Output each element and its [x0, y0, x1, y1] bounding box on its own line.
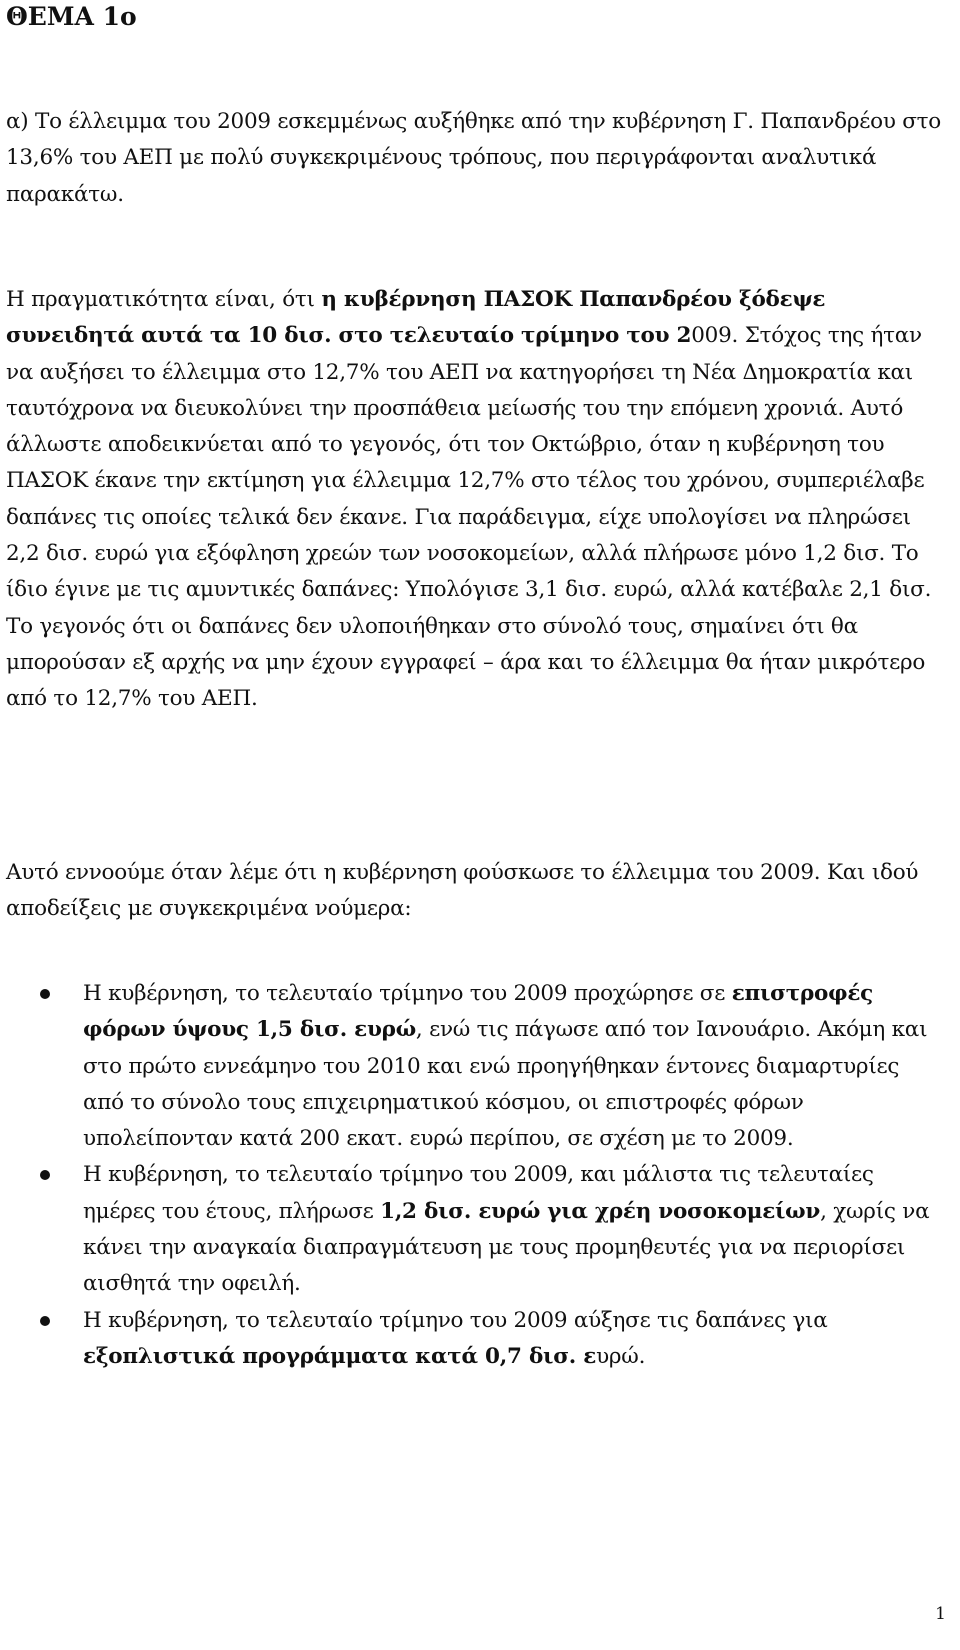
- list-item-text: Η κυβέρνηση, το τελευταίο τρίμηνο του 2009 αύξησε τις δαπάνες για: [83, 1307, 828, 1333]
- paragraph-bold-text: η κυβέρνηση ΠΑΣΟΚ Παπανδρέου ξόδεψε συνειδητά αυτά τα 10 δισ. στο τελευταίο τρίμηνο του 2: [6, 287, 826, 349]
- list-item-bold-text: επιστροφές φόρων ύψους 1,5 δισ. ευρώ: [83, 981, 873, 1043]
- paragraph-reality: [6, 282, 946, 718]
- page-number: 1: [935, 1604, 946, 1624]
- paragraph-intro: α) Το έλλειμμα του 2009 εσκεμμένως αυξήθηκε από την κυβέρνηση Γ. Παπανδρέου στο 13,6% του ΑΕΠ με πολύ συγκεκριμένους τρόπους, που περιγράφονται αναλυτικά παρακάτω.: [6, 109, 941, 207]
- list-item: [0, 976, 945, 1157]
- list-item-text: Η κυβέρνηση, το τελευταίο τρίμηνο του 2009 προχώρησε σε: [83, 981, 732, 1006]
- paragraph-text: Η πραγματικότητα είναι, ότι: [6, 287, 322, 312]
- bullet-icon: [40, 1316, 50, 1326]
- list-item: [0, 1157, 945, 1302]
- list-item-text: , ενώ τις πάγωσε από τον Ιανουάριο. Ακόμη και στο πρώτο εννεάμηνο του 2010 και ενώ προηγήθηκαν έντονες διαμαρτυρίες από το σύνολο τους επιχειρηματικού κόσμου, οι επιστροφές φόρων υπολείπονταν κατά 200 εκατ. ευρώ περίπου, σε σχέση με το 2009.: [83, 1017, 928, 1152]
- list-item-text: , χωρίς να κάνει την αναγκαία διαπραγμάτευση με τους προμηθευτές για να περιορίσει αισθητά την οφειλή.: [83, 1198, 930, 1297]
- list-item-bold-text: εξοπλιστικά προγράμματα κατά 0,7 δισ. ε: [83, 1343, 597, 1369]
- list-item-bold-text: 1,2 δισ. ευρώ για χρέη νοσοκομείων: [380, 1198, 821, 1224]
- paragraph-text: 009. Στόχος της ήταν να αυξήσει το έλλειμμα στο 12,7% του ΑΕΠ να κατηγορήσει τη Νέα Δημοκρατία και ταυτόχρονα να διευκολύνει την προσπάθεια μείωσής του την επόμενη χρονιά. Αυτό άλλωστε αποδεικνύεται από το γεγονός, ότι τον Οκτώβριο, όταν η κυβέρνηση του ΠΑΣΟΚ έκανε την εκτίμηση για έλλειμμα 12,7% στο τέλος του χρόνου, συμπεριέλαβε δαπάνες τις οποίες τελικά δεν έκανε. Για παράδειγμα, είχε υπολογίσει να πληρώσει 2,2 δισ. ευρώ για εξόφληση χρεών των νοσοκομείων, αλλά πλήρωσε μόνο 1,2 δισ. Το ίδιο έγινε με τις αμυντικές δαπάνες: Υπολόγισε 3,1 δισ. ευρώ, αλλά κατέβαλε 2,1 δισ. Το γεγονός ότι οι δαπάνες δεν υλοποιήθηκαν στο σύνολό τους, σημαίνει ότι θα μπορούσαν εξ αρχής να μην έχουν εγγραφεί – άρα και το έλλειμμα θα ήταν μικρότερο από το 12,7% του ΑΕΠ.: [6, 323, 932, 712]
- evidence-list: [0, 976, 960, 1375]
- paragraph-conclusion: Αυτό εννοούμε όταν λέμε ότι η κυβέρνηση φούσκωσε το έλλειμμα του 2009. Και ιδού αποδείξεις με συγκεκριμένα νούμερα:: [6, 860, 919, 922]
- list-item-text: Η κυβέρνηση, το τελευταίο τρίμηνο του 2009, και μάλιστα τις τελευταίες ημέρες του έτους, πλήρωσε: [83, 1162, 874, 1224]
- bullet-icon: [40, 989, 50, 999]
- bullet-icon: [40, 1170, 50, 1180]
- list-item-text: υρώ.: [596, 1343, 646, 1369]
- list-item: [0, 1303, 945, 1376]
- section-heading: ΘΕΜΑ 1ο: [6, 2, 137, 31]
